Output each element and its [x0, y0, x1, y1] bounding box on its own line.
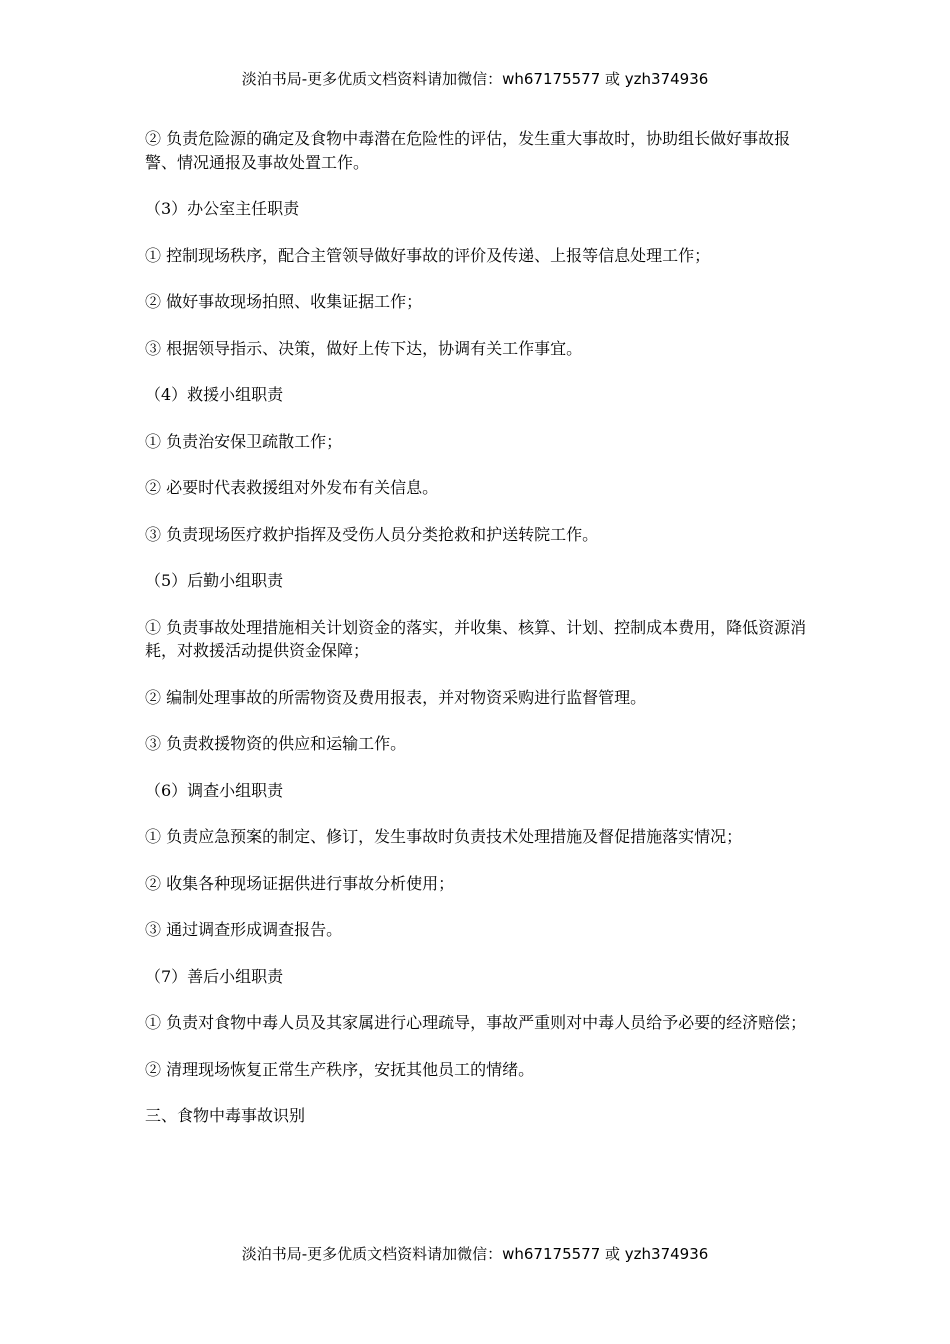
chapter-heading-food-poisoning-identification: 三、食物中毒事故识别 — [145, 1106, 306, 1125]
paragraph-office-duty-3: ③ 根据领导指示、决策，做好上传下达，协调有关工作事宜。 — [145, 338, 583, 358]
section-heading-aftermath-team: （7）善后小组职责 — [145, 966, 284, 986]
paragraph-investigation-duty-3: ③ 通过调查形成调查报告。 — [145, 920, 343, 939]
paragraph-deputy-duty-2: ② 负责危险源的确定及食物中毒潜在危险性的评估，发生重大事故时，协助组长做好事故报警、情况通报及事故处置工作。 — [145, 129, 791, 172]
page-footer: 淡泊书局-更多优质文档资料请加微信：wh67175577 或 yzh374936 — [241, 1245, 709, 1263]
paragraph-logistics-duty-2: ② 编制处理事故的所需物资及费用报表，并对物资采购进行监督管理。 — [145, 687, 647, 707]
page-header: 淡泊书局-更多优质文档资料请加微信：wh67175577 或 yzh374936 — [241, 70, 709, 88]
paragraph-rescue-duty-1: ① 负责治安保卫疏散工作； — [145, 431, 343, 451]
paragraph-office-duty-1: ① 控制现场秩序，配合主管领导做好事故的评价及传递、上报等信息处理工作； — [145, 245, 711, 265]
document-body — [145, 127, 810, 1151]
section-heading-rescue-team: （4）救援小组职责 — [145, 385, 284, 404]
paragraph-investigation-duty-2: ② 收集各种现场证据供进行事故分析使用； — [145, 873, 455, 893]
section-heading-office-director: （3）办公室主任职责 — [145, 199, 300, 218]
paragraph-investigation-duty-1: ① 负责应急预案的制定、修订，发生事故时负责技术处理措施及督促措施落实情况； — [145, 827, 743, 846]
paragraph-logistics-duty-1: ① 负责事故处理措施相关计划资金的落实，并收集、核算、计划、控制成本费用，降低资源消耗，对救援活动提供资金保障； — [145, 617, 807, 660]
paragraph-aftermath-duty-2: ② 清理现场恢复正常生产秩序，安抚其他员工的情绪。 — [145, 1059, 535, 1079]
paragraph-aftermath-duty-1: ① 负责对食物中毒人员及其家属进行心理疏导，事故严重则对中毒人员给予必要的经济赔偿； — [145, 1013, 807, 1032]
paragraph-rescue-duty-2: ② 必要时代表救援组对外发布有关信息。 — [145, 478, 439, 497]
paragraph-logistics-duty-3: ③ 负责救援物资的供应和运输工作。 — [145, 734, 407, 753]
paragraph-office-duty-2: ② 做好事故现场拍照、收集证据工作； — [145, 292, 423, 311]
paragraph-rescue-duty-3: ③ 负责现场医疗救护指挥及受伤人员分类抢救和护送转院工作。 — [145, 524, 599, 544]
section-heading-logistics-team: （5）后勤小组职责 — [145, 571, 284, 590]
section-heading-investigation-team: （6）调查小组职责 — [145, 780, 284, 800]
